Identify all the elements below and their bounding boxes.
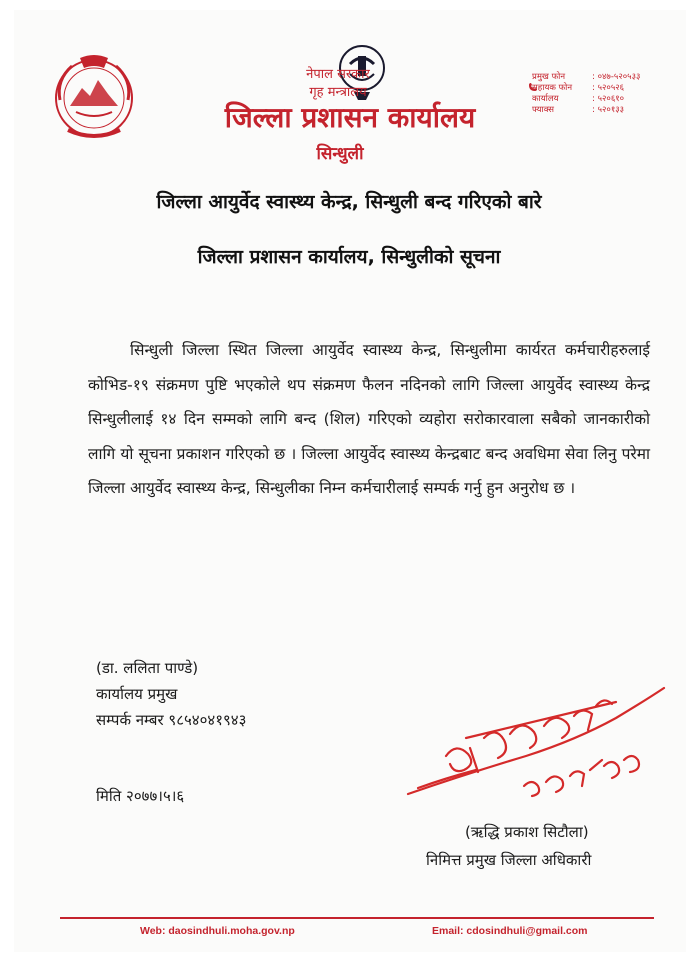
notice-date: मिति २०७७।५।६ — [96, 787, 185, 805]
contact-person-block — [96, 655, 246, 733]
handwritten-signature — [406, 682, 668, 806]
phone-icon — [528, 82, 538, 92]
signatory-name: (ऋद्धि प्रकाश सिटौला) — [465, 823, 589, 841]
footer-website: Web: daosindhuli.moha.gov.np — [140, 925, 295, 937]
signatory-title: निमित्त प्रमुख जिल्ला अधिकारी — [426, 851, 592, 869]
notice-body — [88, 333, 650, 506]
contact-row: कार्यालय : ५२०६१० — [532, 94, 625, 104]
contact-person-role: कार्यालय प्रमुख — [96, 685, 178, 703]
contact-row: प्रमुख फोन : ०४७-५२०५३३ — [532, 72, 641, 82]
ministry-name: गृह मन्त्रालय — [309, 85, 367, 100]
contact-person-name: (डा. ललिता पाण्डे) — [96, 659, 199, 677]
contact-person-phone: सम्पर्क नम्बर ९८५४०४१९४३ — [96, 711, 247, 729]
office-name: जिल्ला प्रशासन कार्यालय — [224, 101, 476, 134]
notice-paragraph: सिन्धुली जिल्ला स्थित जिल्ला आयुर्वेद स्वास्थ्य केन्द्र, सिन्धुलीमा कार्यरत कर्मचारीहरुलाई कोभिड-१९ संक्रमण पुष्टि भएकोले थप संक्रमण फैलन नदिनको लागि जिल्ला आयुर्वेद स्वास्थ्य केन्द्र सिन्धुलीलाई १४ दिन सम्मको लागि बन्द (शिल) गरिएको व्यहोरा सरोकारवाला सबैको जानकारीको लागि यो सूचना प्रकाशन गरिएको छ । जिल्ला आयुर्वेद स्वास्थ्य केन्द्रबाट बन्द अवधिमा सेवा लिनु परेमा जिल्ला आयुर्वेद स्वास्थ्य केन्द्र, सिन्धुलीका निम्न कर्मचारीलाई सम्पर्क गर्नु हुन अनुरोध छ । — [88, 341, 650, 498]
contact-row: फ्याक्स : ५२०१३३ — [532, 105, 625, 115]
government-name: नेपाल सरकार — [306, 67, 370, 82]
contact-numbers — [532, 72, 662, 116]
office-place: सिन्धुली — [316, 144, 364, 164]
footer-email: Email: cdosindhuli@gmail.com — [432, 925, 588, 937]
footer-divider — [60, 917, 654, 919]
notice-subtitle: जिल्ला प्रशासन कार्यालय, सिन्धुलीको सूचना — [197, 246, 501, 268]
contact-row: सहायक फोन : ५२०५२६ — [532, 83, 625, 93]
nepal-emblem-icon — [50, 50, 138, 142]
notice-title: जिल्ला आयुर्वेद स्वास्थ्य केन्द्र, सिन्धुली बन्द गरिएको बारे — [156, 191, 542, 213]
